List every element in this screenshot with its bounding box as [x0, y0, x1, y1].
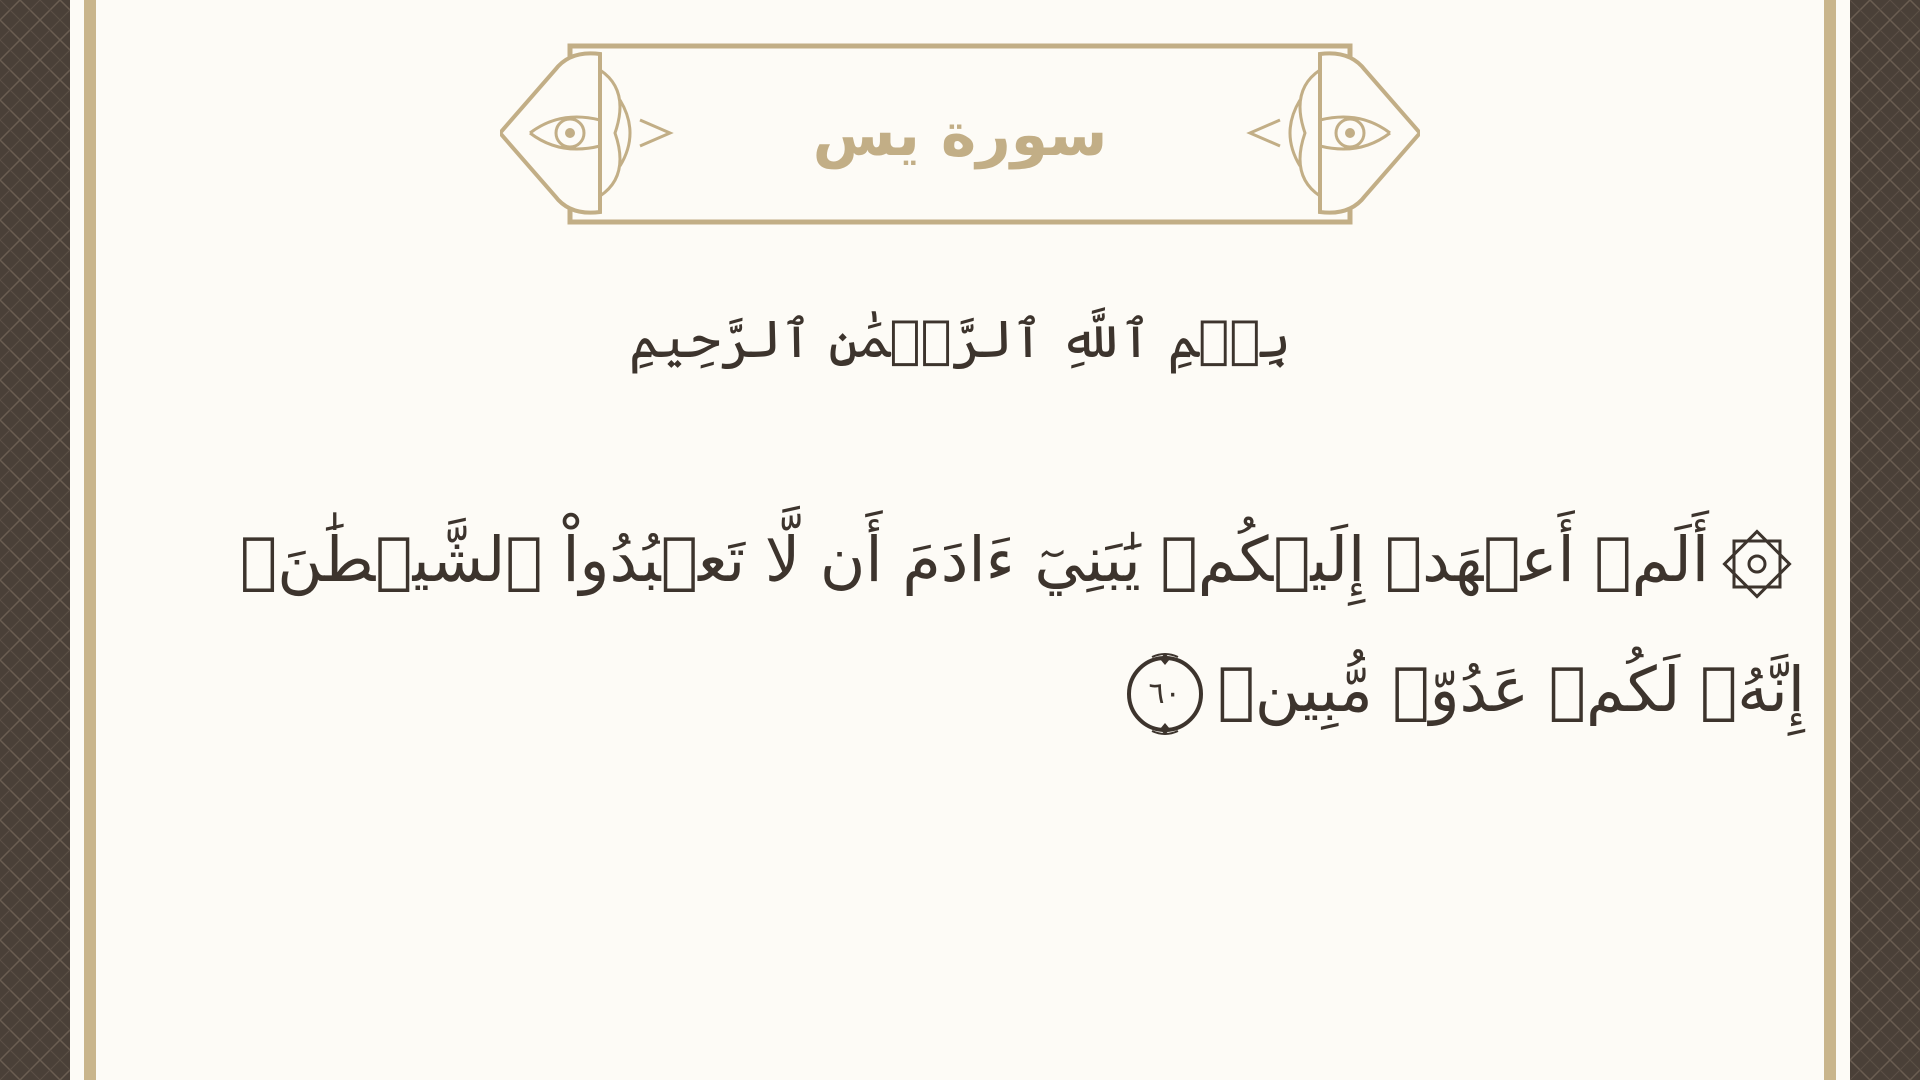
right-gold-border: [1824, 0, 1836, 1080]
basmala: بِسۡمِ ٱللَّهِ ٱلرَّحۡمَٰنِ ٱلرَّحِيمِ: [629, 310, 1291, 370]
right-pattern-panel: [1850, 0, 1920, 1080]
rub-el-hizb-icon: [1717, 524, 1797, 604]
geometric-pattern-icon: [1850, 0, 1920, 1080]
left-pattern-panel: [0, 0, 70, 1080]
surah-title-banner: [500, 40, 1420, 230]
verse-line: أَلَمۡ أَعۡهَدۡ إِلَيۡكُمۡ يَٰبَنِيٓ ءَادَمَ أَن لَّا تَعۡبُدُواْ ٱلشَّيۡطَٰنَۖ إِنَّهُۥ لَكُمۡ عَدُوّٞ مُّبِينٞ: [240, 523, 1805, 726]
verse-number-marker: [1120, 649, 1210, 739]
left-gold-border: [84, 0, 96, 1080]
verse-number: ٦٠: [1148, 675, 1181, 711]
sajdah-marker: [1717, 524, 1797, 604]
verse-text: [230, 495, 1805, 755]
geometric-pattern-icon: [0, 0, 70, 1080]
surah-title: سورة يس: [812, 100, 1108, 170]
